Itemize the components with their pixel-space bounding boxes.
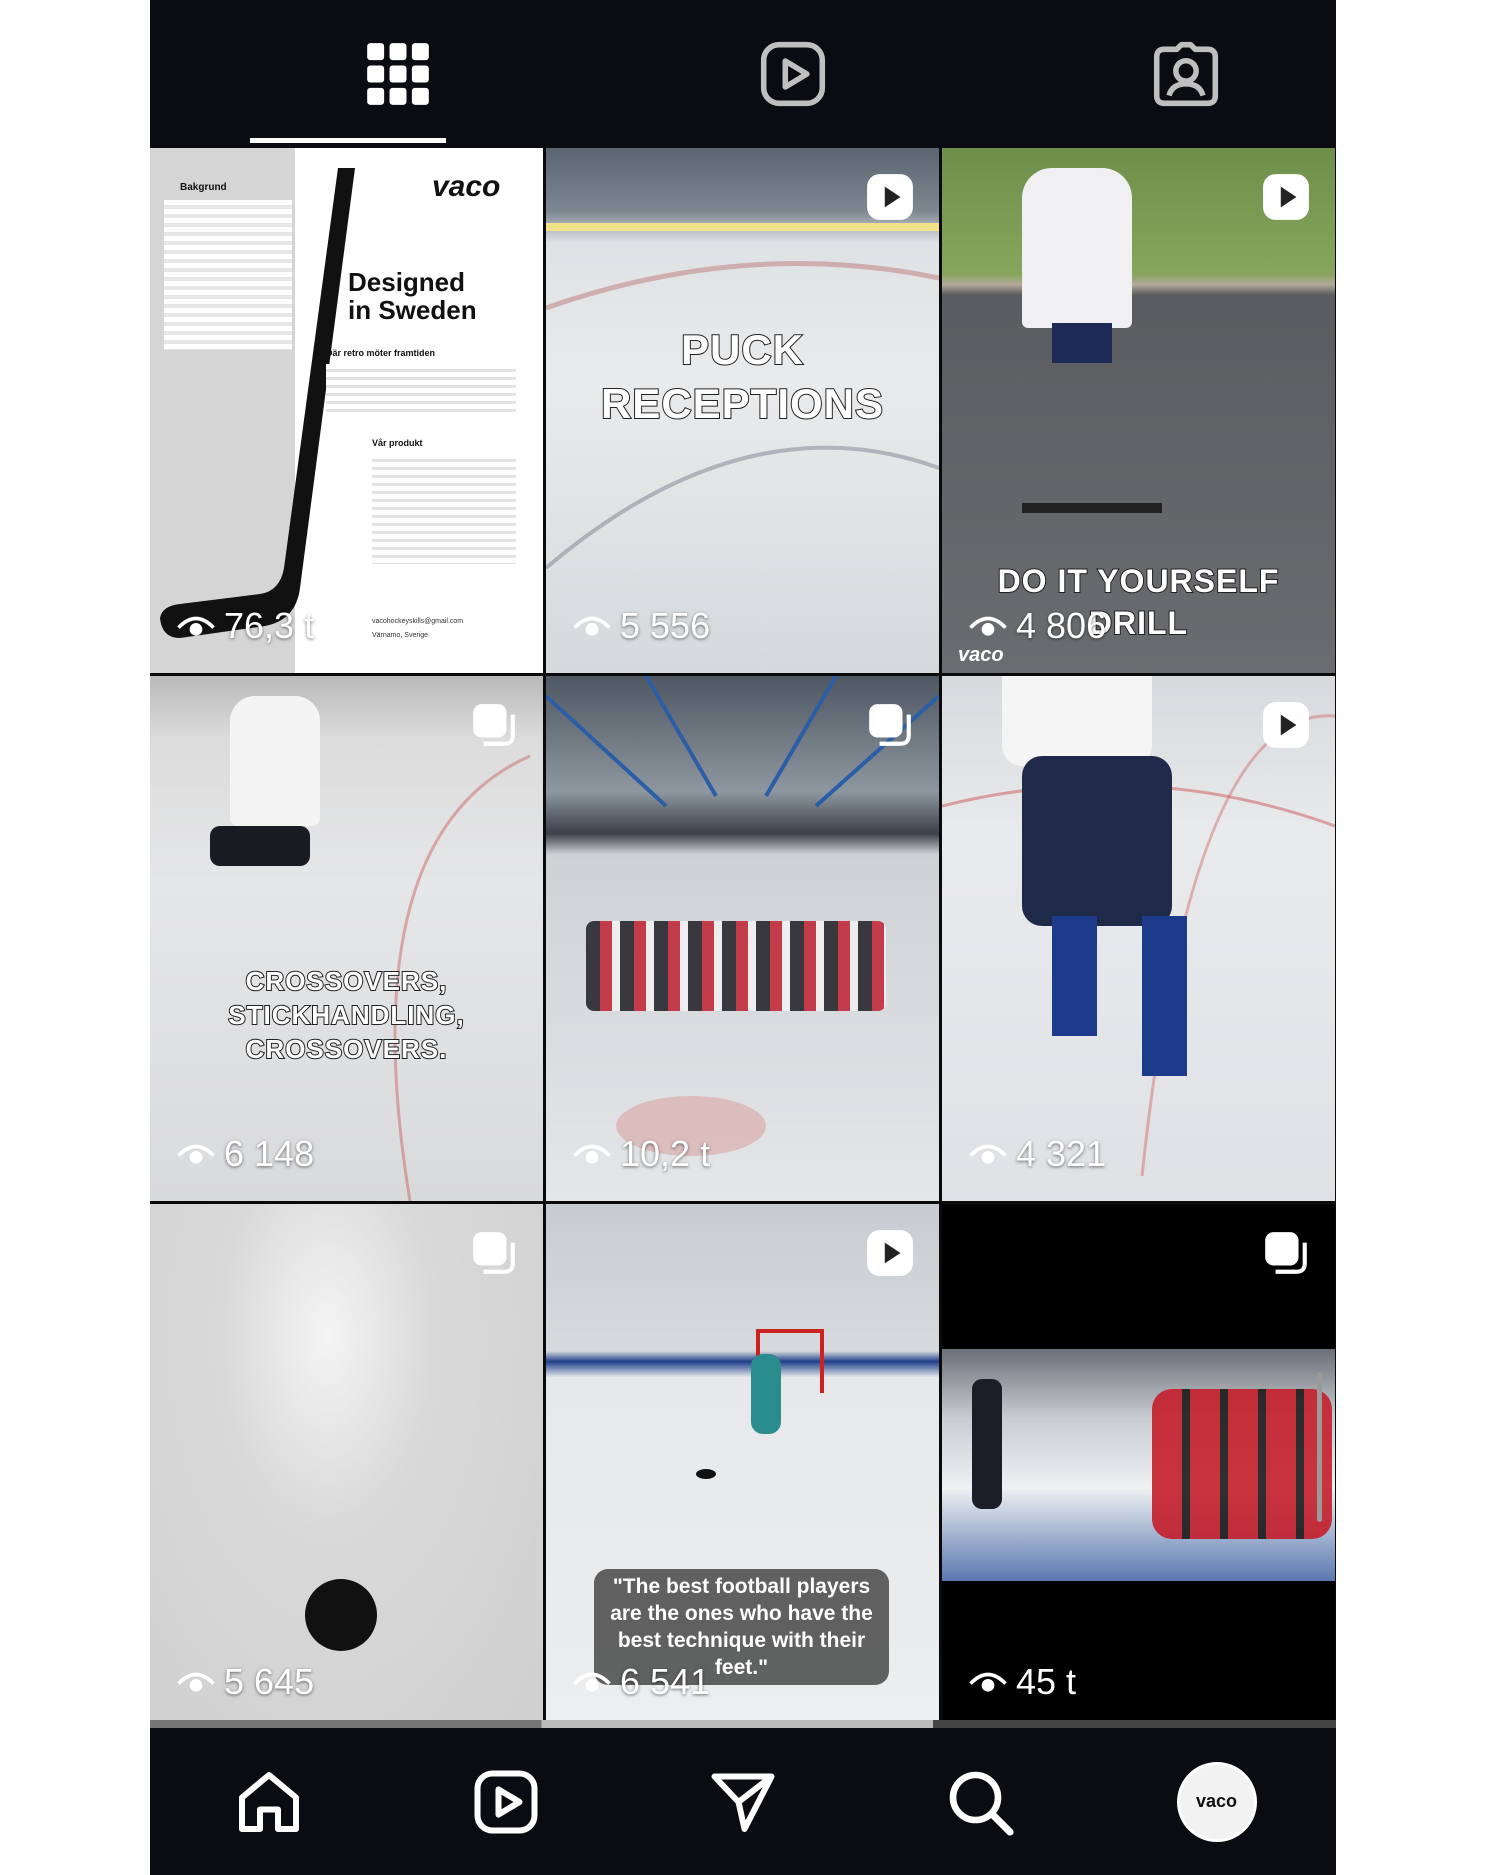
views-icon bbox=[176, 1662, 216, 1702]
post-overlay-caption: DO IT YOURSELF DRILL bbox=[997, 563, 1280, 641]
view-count bbox=[572, 605, 710, 647]
tab-reels[interactable] bbox=[695, 0, 891, 148]
nav-search[interactable] bbox=[861, 1728, 1098, 1875]
view-count bbox=[968, 1133, 1106, 1175]
player-pants bbox=[210, 826, 310, 866]
poster-heading-line-2: in Sweden bbox=[348, 295, 477, 325]
next-row-preview bbox=[150, 1720, 1336, 1728]
players-group bbox=[1152, 1389, 1332, 1539]
poster-product-text bbox=[372, 454, 516, 564]
post-tile-6[interactable] bbox=[942, 676, 1335, 1201]
post-overlay-caption: PUCK RECEPTIONS bbox=[600, 326, 885, 427]
player-pants bbox=[1022, 756, 1172, 926]
view-count-label: 6 148 bbox=[224, 1133, 315, 1174]
profile-tab-bar bbox=[150, 0, 1336, 148]
phone-screen bbox=[150, 0, 1336, 1875]
carousel-badge bbox=[865, 700, 915, 750]
view-count-label: 76,3 t bbox=[224, 605, 315, 646]
reel-icon bbox=[1261, 700, 1311, 750]
view-count bbox=[572, 1661, 710, 1703]
post-tile-5[interactable] bbox=[546, 676, 939, 1201]
player-jersey bbox=[1002, 676, 1152, 766]
view-count-label: 5 645 bbox=[224, 1661, 315, 1702]
post-overlay-caption: "The best football players are the ones who have the best technique with their feet." bbox=[594, 1569, 889, 1685]
views-icon bbox=[572, 1134, 612, 1174]
poster-product-title: Vår produkt bbox=[372, 438, 423, 448]
player-sock-right bbox=[1142, 916, 1187, 1076]
view-count-label: 4 321 bbox=[1016, 1133, 1107, 1174]
poster-brand-logo: vaco bbox=[432, 170, 501, 203]
carousel-badge bbox=[469, 1228, 519, 1278]
view-count-label: 6 541 bbox=[620, 1661, 711, 1702]
views-icon bbox=[572, 606, 612, 646]
post-tile-9[interactable] bbox=[942, 1204, 1335, 1729]
carousel-icon bbox=[1261, 1228, 1311, 1278]
view-count bbox=[968, 1661, 1076, 1703]
coach-figure bbox=[972, 1379, 1002, 1509]
views-icon bbox=[176, 1134, 216, 1174]
views-icon bbox=[572, 1662, 612, 1702]
poster-email: vacohockeyskills@gmail.com bbox=[372, 618, 464, 625]
carousel-icon bbox=[865, 700, 915, 750]
team-training-photo bbox=[942, 1349, 1335, 1581]
view-count-label: 45 t bbox=[1016, 1661, 1077, 1702]
nav-home[interactable] bbox=[150, 1728, 387, 1875]
training-board bbox=[1022, 503, 1162, 513]
nav-profile[interactable] bbox=[1098, 1728, 1335, 1875]
nav-reels[interactable] bbox=[387, 1728, 624, 1875]
post-tile-7[interactable] bbox=[150, 1204, 543, 1729]
poster-body-text bbox=[326, 364, 516, 416]
player-sock-left bbox=[1052, 916, 1097, 1036]
poster-location: Värnamo, Sverige bbox=[372, 632, 429, 639]
player-jersey bbox=[230, 696, 320, 826]
poster-subtitle: Där retro möter framtiden bbox=[326, 348, 436, 358]
reel-icon bbox=[1261, 172, 1311, 222]
view-count-label: 5 556 bbox=[620, 605, 711, 646]
view-count bbox=[968, 605, 1106, 647]
tagged-icon bbox=[1149, 37, 1223, 111]
player-shorts bbox=[1052, 323, 1112, 363]
post-tile-4[interactable] bbox=[150, 676, 543, 1201]
view-count bbox=[572, 1133, 710, 1175]
post-tile-8[interactable] bbox=[546, 1204, 939, 1729]
views-icon bbox=[968, 606, 1008, 646]
reel-badge bbox=[865, 1228, 915, 1278]
nav-messages[interactable] bbox=[624, 1728, 861, 1875]
reel-badge bbox=[1261, 700, 1311, 750]
send-icon bbox=[707, 1766, 779, 1838]
reel-badge bbox=[1261, 172, 1311, 222]
poster-heading-line-1: Designed bbox=[348, 267, 466, 297]
post-tile-3[interactable] bbox=[942, 148, 1335, 673]
views-icon bbox=[176, 606, 216, 646]
scrollbar[interactable] bbox=[1317, 1372, 1322, 1522]
reel-icon bbox=[865, 172, 915, 222]
home-icon bbox=[233, 1766, 305, 1838]
bottom-navigation bbox=[150, 1728, 1336, 1875]
reel-badge bbox=[865, 172, 915, 222]
post-tile-1[interactable] bbox=[150, 148, 543, 673]
view-count-label: 10,2 t bbox=[620, 1133, 711, 1174]
puck-on-ice bbox=[696, 1469, 716, 1479]
rink-lines bbox=[150, 676, 543, 1201]
reels-icon bbox=[756, 37, 830, 111]
puck-image bbox=[305, 1579, 377, 1651]
views-icon bbox=[968, 1662, 1008, 1702]
brand-watermark: vaco bbox=[958, 644, 1004, 666]
team-photo-group bbox=[586, 921, 886, 1011]
poster-section-title: Bakgrund bbox=[180, 182, 227, 193]
tab-grid[interactable] bbox=[300, 0, 496, 148]
avatar-logo: vaco bbox=[1195, 1791, 1238, 1811]
profile-avatar bbox=[1177, 1762, 1257, 1842]
carousel-badge bbox=[1261, 1228, 1311, 1278]
player-jersey bbox=[1022, 168, 1132, 328]
views-icon bbox=[968, 1134, 1008, 1174]
view-count bbox=[176, 605, 314, 647]
search-icon bbox=[944, 1766, 1016, 1838]
carousel-icon bbox=[469, 1228, 519, 1278]
active-tab-indicator bbox=[250, 138, 446, 143]
grid-icon bbox=[361, 37, 435, 111]
reel-icon bbox=[865, 1228, 915, 1278]
view-count-label: 4 806 bbox=[1016, 605, 1107, 646]
view-count bbox=[176, 1133, 314, 1175]
carousel-badge bbox=[469, 700, 519, 750]
player-figure bbox=[751, 1354, 781, 1434]
tab-tagged[interactable] bbox=[1088, 0, 1284, 148]
carousel-icon bbox=[469, 700, 519, 750]
reels-icon bbox=[470, 1766, 542, 1838]
post-tile-2[interactable] bbox=[546, 148, 939, 673]
post-overlay-caption: CROSSOVERS, STICKHANDLING, CROSSOVERS. bbox=[228, 966, 465, 1064]
poster-heading bbox=[348, 268, 477, 324]
view-count bbox=[176, 1661, 314, 1703]
posts-grid bbox=[150, 148, 1336, 1728]
